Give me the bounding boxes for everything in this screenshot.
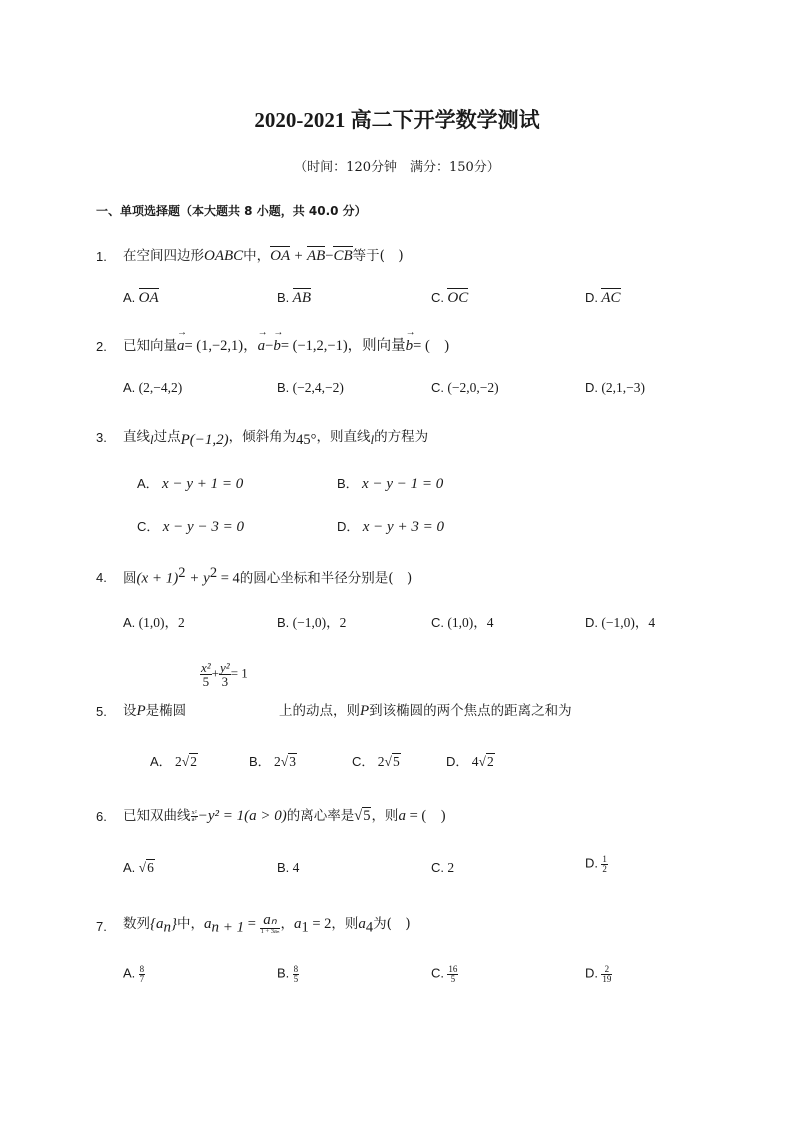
option-value: x − y + 3 = 0 — [362, 519, 444, 535]
option-b[interactable] — [277, 860, 299, 876]
option-label: D． — [446, 754, 469, 769]
fraction — [219, 661, 231, 688]
option-label: D. — [585, 855, 598, 871]
option-value: x − y − 1 = 0 — [362, 476, 444, 492]
stem-text: 的离心率是 — [286, 808, 355, 824]
question-number: 3. — [96, 430, 107, 445]
fraction — [191, 810, 198, 824]
fraction — [601, 855, 608, 874]
frac-num: x² — [191, 808, 197, 816]
option-coef: 2 — [377, 754, 385, 769]
question-6-stem — [123, 804, 446, 825]
sqrt-symbol: √2 — [478, 754, 494, 769]
option-c[interactable] — [431, 290, 468, 307]
fraction — [293, 965, 300, 984]
math-var: a — [204, 916, 212, 932]
stem-text: 数列 — [123, 916, 150, 932]
question-2-stem — [123, 334, 449, 355]
math-expr: + y — [185, 570, 210, 587]
option-b[interactable] — [277, 290, 311, 307]
math-expr: = ( ) — [413, 338, 450, 354]
question-1-stem — [123, 244, 404, 265]
frac-num: 8 — [293, 964, 299, 974]
option-a[interactable] — [123, 380, 182, 396]
sqrt-symbol: √2 — [181, 754, 197, 769]
option-label: D． — [337, 519, 360, 534]
option-label: D. — [585, 290, 598, 305]
math-var: l — [150, 432, 154, 447]
fraction — [260, 913, 281, 936]
stem-text: 中， — [177, 916, 204, 932]
stem-text: 中， — [243, 248, 271, 264]
frac-den: 3 — [219, 674, 231, 688]
option-d[interactable] — [337, 516, 444, 536]
stem-text: 的方程为 — [374, 429, 429, 445]
page-title: 2020-2021 高二下开学数学测试 — [254, 108, 540, 132]
option-c[interactable] — [137, 516, 244, 536]
option-label: C. — [431, 380, 444, 395]
option-value: OC — [447, 290, 469, 306]
option-value: (−1,0)，4 — [601, 615, 656, 630]
vector-b: b → — [406, 338, 414, 355]
option-label: C. — [431, 290, 444, 305]
stem-text: 上的动点，则 — [279, 703, 360, 719]
stem-text: ，倾斜角为 — [228, 429, 297, 445]
frac-den: 5 — [293, 974, 299, 984]
option-c[interactable] — [431, 611, 494, 631]
question-number: 7. — [96, 919, 107, 934]
option-a[interactable] — [123, 965, 145, 984]
option-d[interactable] — [585, 855, 608, 874]
math-expr: = 1 — [230, 665, 248, 681]
option-label: C. — [431, 965, 444, 981]
math-sub: 4 — [365, 919, 374, 936]
option-label: C. — [431, 860, 444, 875]
radicand: 6 — [147, 860, 154, 875]
vector-oa: OA — [270, 248, 291, 264]
stem-text: ， — [280, 916, 294, 932]
option-value: x − y − 3 = 0 — [162, 519, 244, 535]
option-d[interactable] — [585, 380, 645, 396]
option-a[interactable] — [150, 751, 198, 770]
option-a[interactable] — [137, 473, 243, 493]
option-value: (−1,0)，2 — [292, 615, 347, 630]
option-value: (−2,4,−2) — [292, 380, 344, 395]
fraction — [601, 965, 612, 984]
option-label: D. — [585, 965, 598, 981]
question-5-stem-cont — [279, 699, 572, 720]
frac-num: 2 — [604, 964, 610, 974]
option-d[interactable] — [446, 751, 495, 770]
math-sub: n — [163, 919, 171, 936]
option-coef: 4 — [471, 754, 479, 769]
stem-text: 是椭圆 — [145, 703, 187, 719]
option-label: C． — [352, 754, 375, 769]
stem-text: ，则 — [371, 808, 399, 824]
option-value: (1,0)，4 — [447, 615, 494, 630]
option-label: C． — [137, 519, 160, 534]
math-expr: = 2 — [308, 916, 332, 932]
option-c[interactable] — [352, 751, 401, 770]
option-label: B． — [249, 754, 271, 769]
math-var: a — [398, 808, 406, 824]
option-b[interactable] — [277, 965, 299, 984]
option-coef: 2 — [175, 754, 182, 769]
option-value: (2,−4,2) — [138, 380, 183, 395]
vector-ab: AB — [306, 248, 326, 264]
math-expr: (x + 1) — [136, 570, 179, 587]
frac-den: 2 — [602, 864, 607, 874]
option-c[interactable] — [431, 965, 458, 984]
option-a[interactable] — [123, 290, 159, 307]
exam-info: （时间：120分钟 满分：150分） — [294, 160, 500, 175]
math-var: a — [358, 916, 366, 932]
radicand: 5 — [392, 754, 400, 769]
frac-den: 5 — [447, 974, 458, 984]
option-d[interactable] — [585, 290, 621, 307]
option-value: 2 — [447, 860, 455, 875]
option-b[interactable] — [249, 751, 297, 770]
stem-text: 已知向量 — [123, 338, 177, 354]
math-exp: 2 — [209, 565, 218, 581]
frac-num: 8 — [139, 964, 145, 974]
math-expr: = 4 — [217, 570, 240, 587]
option-c[interactable] — [431, 860, 454, 876]
frac-num: 16 — [448, 964, 458, 974]
sqrt-symbol: √5 — [384, 754, 400, 769]
option-label: B. — [277, 965, 290, 981]
stem-text: 的圆心坐标和半径分别是( ) — [239, 570, 413, 587]
frac-den: 5 — [200, 674, 212, 688]
section-heading: 一、单项选择题（本大题共 8 小题，共 40.0 分） — [96, 204, 367, 218]
math-op: − — [265, 338, 274, 354]
frac-den: a² — [191, 816, 197, 823]
option-coef: 2 — [274, 754, 281, 769]
option-label: A. — [123, 380, 136, 395]
option-label: B． — [337, 476, 359, 491]
radicand: 2 — [190, 754, 197, 769]
question-number: 5. — [96, 704, 107, 719]
stem-text: 到该椭圆的两个焦点的距离之和为 — [369, 703, 572, 719]
frac-num: y² — [220, 660, 230, 675]
option-value: x − y + 1 = 0 — [162, 476, 244, 492]
option-value: OA — [138, 290, 159, 306]
frac-den: 19 — [602, 974, 612, 984]
stem-text: 为( ) — [373, 916, 411, 932]
option-label: A. — [123, 860, 136, 875]
math-exp: 2 — [178, 565, 186, 581]
frac-num: x² — [201, 660, 211, 675]
option-label: A. — [123, 290, 136, 305]
math-point: P(−1,2) — [180, 432, 229, 448]
fraction — [139, 965, 146, 984]
stem-text: 等于( ) — [352, 248, 404, 264]
stem-text: 设 — [123, 703, 137, 719]
question-number: 1. — [96, 249, 107, 264]
fraction — [447, 965, 458, 984]
math-var: P — [136, 703, 146, 719]
radicand: 3 — [289, 754, 296, 769]
vector-a: a → — [258, 338, 266, 355]
math-expr: } — [171, 916, 177, 932]
stem-text: 直线 — [123, 429, 150, 445]
option-label: A． — [137, 476, 159, 491]
math-expr: = (1,−2,1)， — [184, 338, 258, 354]
option-d[interactable] — [585, 611, 655, 631]
option-c[interactable] — [431, 380, 499, 396]
option-a[interactable] — [123, 611, 185, 631]
math-op: + — [211, 665, 220, 681]
frac-den: 1 + 3aₙ — [260, 928, 280, 936]
vector-b: b → — [273, 338, 281, 355]
option-value: (−2,0,−2) — [447, 380, 499, 395]
math-expr: = ( ) — [405, 808, 446, 824]
option-value: (1,0)，2 — [138, 615, 185, 630]
option-value: AC — [601, 290, 621, 306]
vector-a: a → — [177, 338, 185, 355]
math-sub: n + 1 — [211, 919, 245, 936]
option-d[interactable] — [585, 965, 612, 984]
fraction — [200, 661, 212, 688]
question-4-stem — [123, 565, 412, 588]
question-3-stem — [123, 425, 428, 446]
option-label: A. — [123, 615, 136, 630]
option-label: C. — [431, 615, 444, 630]
option-b[interactable] — [277, 380, 344, 396]
math-expr: −y² = 1(a > 0) — [197, 808, 287, 824]
stem-text: 圆 — [123, 570, 137, 587]
question-number: 4. — [96, 570, 107, 585]
option-label: B. — [277, 615, 290, 630]
option-value: AB — [292, 290, 311, 306]
question-5-stem — [123, 699, 186, 720]
math-expr: = (−1,2,−1)，则向量 — [280, 338, 406, 354]
stem-text: ，则直线 — [316, 429, 371, 445]
stem-text: 过点 — [153, 429, 181, 445]
math-expr: {a — [150, 916, 164, 932]
math-op: + — [294, 248, 303, 264]
option-b[interactable] — [277, 611, 346, 631]
option-label: A. — [123, 965, 136, 981]
stem-text: 已知双曲线 — [123, 808, 191, 824]
math-var: P — [360, 703, 370, 719]
math-quad: OABC — [204, 248, 244, 264]
radicand: 5 — [363, 808, 371, 824]
option-label: B. — [277, 860, 290, 875]
ellipse-equation — [200, 661, 248, 688]
question-number: 2. — [96, 339, 107, 354]
math-var: a — [293, 916, 302, 932]
option-label: B. — [277, 290, 290, 305]
radicand: 2 — [486, 754, 494, 769]
option-b[interactable] — [337, 473, 443, 493]
frac-num: 1 — [602, 854, 607, 864]
question-number: 6. — [96, 809, 107, 824]
option-label: A． — [150, 754, 172, 769]
option-a[interactable] — [123, 860, 155, 876]
math-sub: 1 — [301, 919, 309, 936]
sqrt-symbol: √6 — [138, 860, 154, 875]
option-label: B. — [277, 380, 290, 395]
math-angle: 45° — [296, 432, 317, 448]
frac-num: aₙ — [263, 912, 277, 929]
stem-text: 在空间四边形 — [123, 248, 204, 264]
stem-text: ，则 — [331, 916, 359, 932]
question-7-stem — [123, 912, 411, 937]
option-label: D. — [585, 380, 598, 395]
frac-den: 7 — [139, 974, 145, 984]
math-op: = — [244, 916, 260, 932]
math-op: − — [325, 248, 334, 264]
option-value: 4 — [292, 860, 300, 875]
vector-cb: CB — [333, 248, 353, 264]
option-value: (2,1,−3) — [601, 380, 645, 395]
math-var: l — [370, 432, 375, 447]
sqrt-symbol: √5 — [354, 808, 371, 824]
option-label: D. — [585, 615, 598, 630]
sqrt-symbol: √3 — [280, 754, 296, 769]
